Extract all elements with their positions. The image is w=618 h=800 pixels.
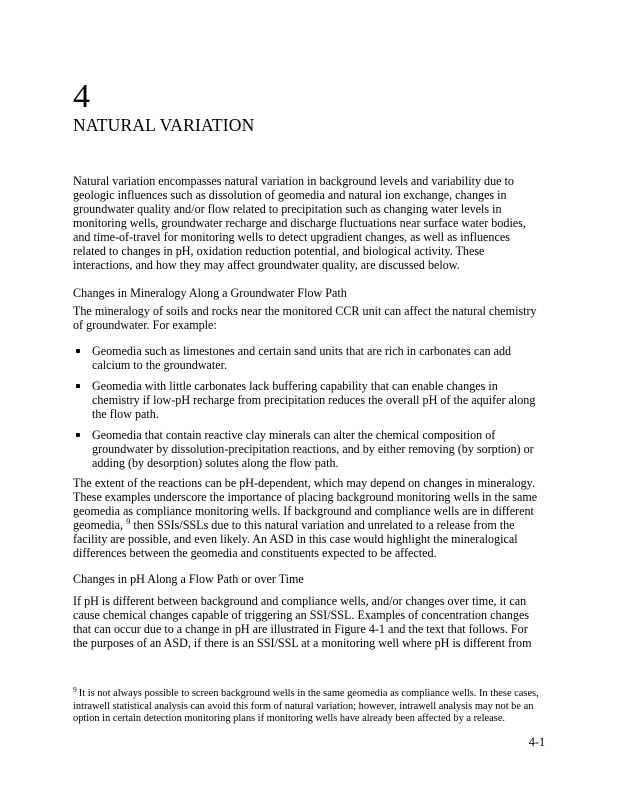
mineralogy-closing-paragraph <box>73 476 545 560</box>
bullet-icon <box>76 349 80 353</box>
chapter-title: NATURAL VARIATION <box>73 115 255 135</box>
section-heading-ph: Changes in pH Along a Flow Path or over Time <box>73 572 304 586</box>
section-heading-mineralogy: Changes in Mineralogy Along a Groundwater Flow Path <box>73 286 347 300</box>
page-number: 4-1 <box>528 735 545 750</box>
page-content <box>73 0 545 749</box>
footnote-marker: 9 <box>73 684 77 694</box>
footnote-text: It is not always possible to screen background wells in the same geomedia as compliance wells. In these cases, intrawell statistical analysis can avoid this form of natural variation; however, intrawell analysis may not be an option in certain detection monitoring plans if monitoring wells have already been affected by a release. <box>73 688 539 725</box>
footnote-reference: 9 <box>126 515 131 526</box>
mineralogy-bullet-list <box>73 344 545 470</box>
bullet-text: Geomedia with little carbonates lack buffering capability that can enable changes in chemistry if low-pH recharge from precipitation reduces the overall pH of the aquifer along the flow path. <box>92 379 536 421</box>
bullet-text: Geomedia that contain reactive clay minerals can alter the chemical composition of groundwater by dissolution-precipitation reactions, and by either removing (by sorption) or adding (by desorption) solutes along the flow path. <box>92 428 534 470</box>
ph-paragraph: If pH is different between background and compliance wells, and/or changes over time, it can cause chemical changes capable of triggering an SSI/SSL. Examples of concentration changes that can occur due to a change in pH are illustrated in Figure 4-1 and the text that follows. For the purposes of an ASD, if there is an SSI/SSL at a monitoring well where pH is different from <box>73 594 532 650</box>
bullet-icon <box>76 433 80 437</box>
mineralogy-lead-paragraph: The mineralogy of soils and rocks near the monitored CCR unit can affect the natural chemistry of groundwater. For example: <box>73 304 537 332</box>
closing-text-before-ref: The extent of the reactions can be pH-dependent, which may depend on changes in mineralogy. These examples underscore the importance of placing background monitoring wells in the same geomedia as compliance monitoring wells. If background and compliance wells are in different geomedia, <box>73 476 538 532</box>
chapter-number: 4 <box>73 78 90 115</box>
closing-text-after-ref: then SSIs/SSLs due to this natural variation and unrelated to a release from the facility are possible, and even likely. An ASD in this case would highlight the mineralogical differences between the geomedia and constituents expected to be affected. <box>73 518 518 560</box>
bullet-item <box>73 344 545 372</box>
bullet-icon <box>76 384 80 388</box>
bullet-item <box>73 428 545 470</box>
intro-paragraph: Natural variation encompasses natural variation in background levels and variability due to geologic influences such as dissolution of geomedia and natural ion exchange, changes in groundwater quality and/or flow related to precipitation such as changing water levels in monitoring wells, groundwater recharge and discharge fluctuations near surface water bodies, and time-of-travel for monitoring wells to detect upgradient changes, as well as influences related to changes in pH, oxidation reduction potential, and biological activity. These interactions, and how they may affect groundwater quality, are discussed below. <box>73 174 526 272</box>
bullet-item <box>73 379 545 421</box>
bullet-text: Geomedia such as limestones and certain sand units that are rich in carbonates can add calcium to the groundwater. <box>92 344 512 372</box>
footnote <box>73 684 545 726</box>
